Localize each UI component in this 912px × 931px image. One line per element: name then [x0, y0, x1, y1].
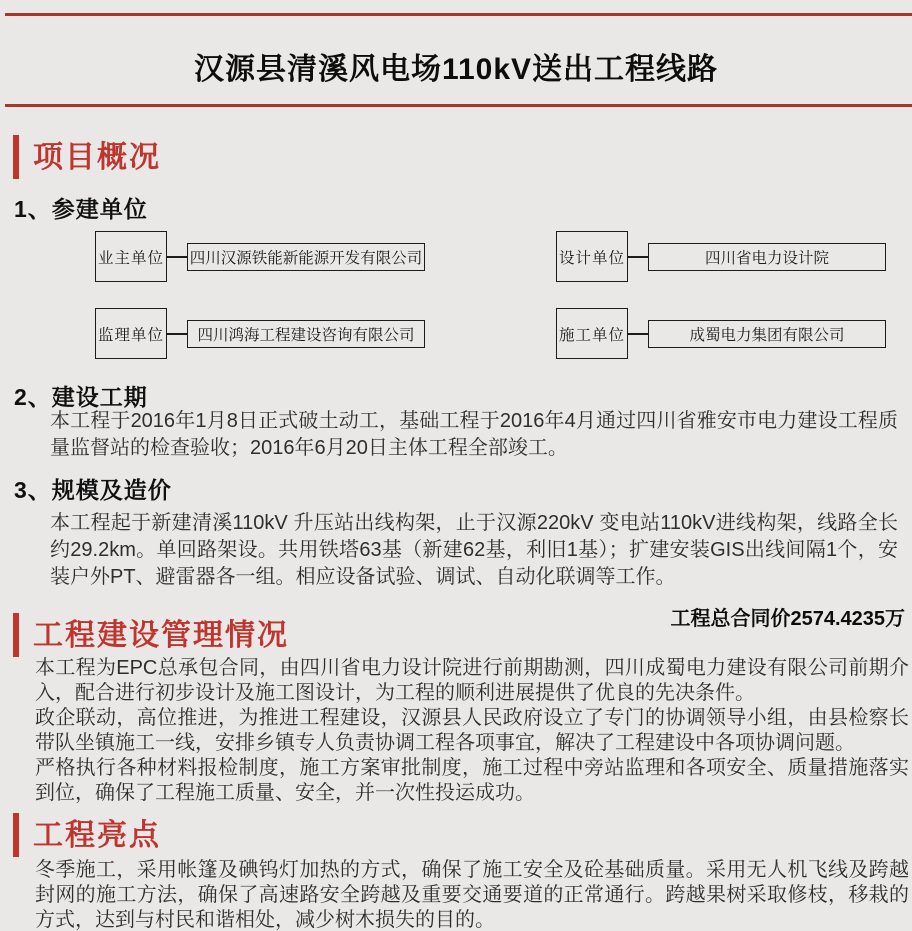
heading-accent-bar — [13, 135, 19, 179]
scale-cost-paragraph: 本工程起于新建清溪110kV 升压站出线构架，止于汉源220kV 变电站110kV进线构架，线路全长约29.2km。单回路架设。共用铁塔63基（新建62基，利旧1基）；扩建安装GIS出线间隔1个，安装户外PT、避雷器各一组。相应设备试验、调试、自动化联调等工作。 — [50, 512, 898, 588]
subheading-participating-units: 1、参建单位 — [14, 196, 148, 222]
highlights-paragraph: 冬季施工，采用帐篷及碘钨灯加热的方式，确保了施工安全及砼基础质量。采用无人机飞线及跨越封网的施工方法，确保了高速路安全跨越及重要交通要道的正常通行。跨越果树采取修枝，移栽的方式，达到与村民和谐相处，减少树木损失的目的。 — [35, 859, 909, 931]
unit-value-design: 四川省电力设计院 — [648, 243, 886, 271]
unit-value-supervision: 四川鸿海工程建设咨询有限公司 — [187, 320, 425, 348]
subheading-scale-cost: 3、规模及造价 — [14, 477, 172, 503]
connector-line — [628, 333, 648, 335]
section-heading-management — [13, 613, 289, 657]
page-title: 汉源县清溪风电场110kV送出工程线路 — [193, 53, 719, 86]
top-rule — [5, 13, 912, 16]
unit-label-construction: 施工单位 — [556, 308, 628, 359]
section-heading-overview — [13, 135, 161, 179]
unit-row-construction — [556, 308, 886, 359]
heading-accent-bar — [13, 813, 19, 857]
unit-row-owner — [95, 231, 425, 282]
heading-accent-bar — [13, 613, 19, 657]
section-heading-highlights-text: 工程亮点 — [33, 819, 161, 852]
connector-line — [167, 256, 187, 258]
unit-label-owner: 业主单位 — [95, 231, 167, 282]
unit-label-design: 设计单位 — [556, 231, 628, 282]
unit-value-construction: 成蜀电力集团有限公司 — [648, 320, 886, 348]
subheading-construction-period: 2、建设工期 — [14, 384, 148, 410]
management-body — [35, 656, 909, 806]
total-contract-price: 工程总合同价2574.4235万 — [670, 608, 905, 630]
construction-period-paragraph: 本工程于2016年1月8日正式破土动工，基础工程于2016年4月通过四川省雅安市电力建设工程质量监督站的检查验收；2016年6月20日主体工程全部竣工。 — [50, 410, 898, 459]
unit-label-supervision: 监理单位 — [95, 308, 167, 359]
unit-row-supervision — [95, 308, 425, 359]
management-paragraph: 政企联动，高位推进，为推进工程建设，汉源县人民政府设立了专门的协调领导小组，由县检察长带队坐镇施工一线，安排乡镇专人负责协调工程各项事宜，解决了工程建设中各项协调问题。 — [35, 707, 909, 754]
unit-value-owner: 四川汉源铁能新能源开发有限公司 — [187, 243, 425, 271]
management-paragraph: 严格执行各种材料报检制度，施工方案审批制度，施工过程中旁站监理和各项安全、质量措施落实到位，确保了工程施工质量、安全，并一次性投运成功。 — [35, 757, 909, 804]
management-paragraph: 本工程为EPC总承包合同，由四川省电力设计院进行前期勘测，四川成蜀电力建设有限公司前期介入，配合进行初步设计及施工图设计，为工程的顺利进展提供了优良的先决条件。 — [35, 657, 909, 704]
section-heading-highlights — [13, 813, 161, 857]
section-heading-management-text: 工程建设管理情况 — [33, 619, 289, 652]
title-underline-rule — [5, 104, 912, 107]
connector-line — [167, 333, 187, 335]
section-heading-overview-text: 项目概况 — [33, 141, 161, 174]
connector-line — [628, 256, 648, 258]
unit-row-design — [556, 231, 886, 282]
